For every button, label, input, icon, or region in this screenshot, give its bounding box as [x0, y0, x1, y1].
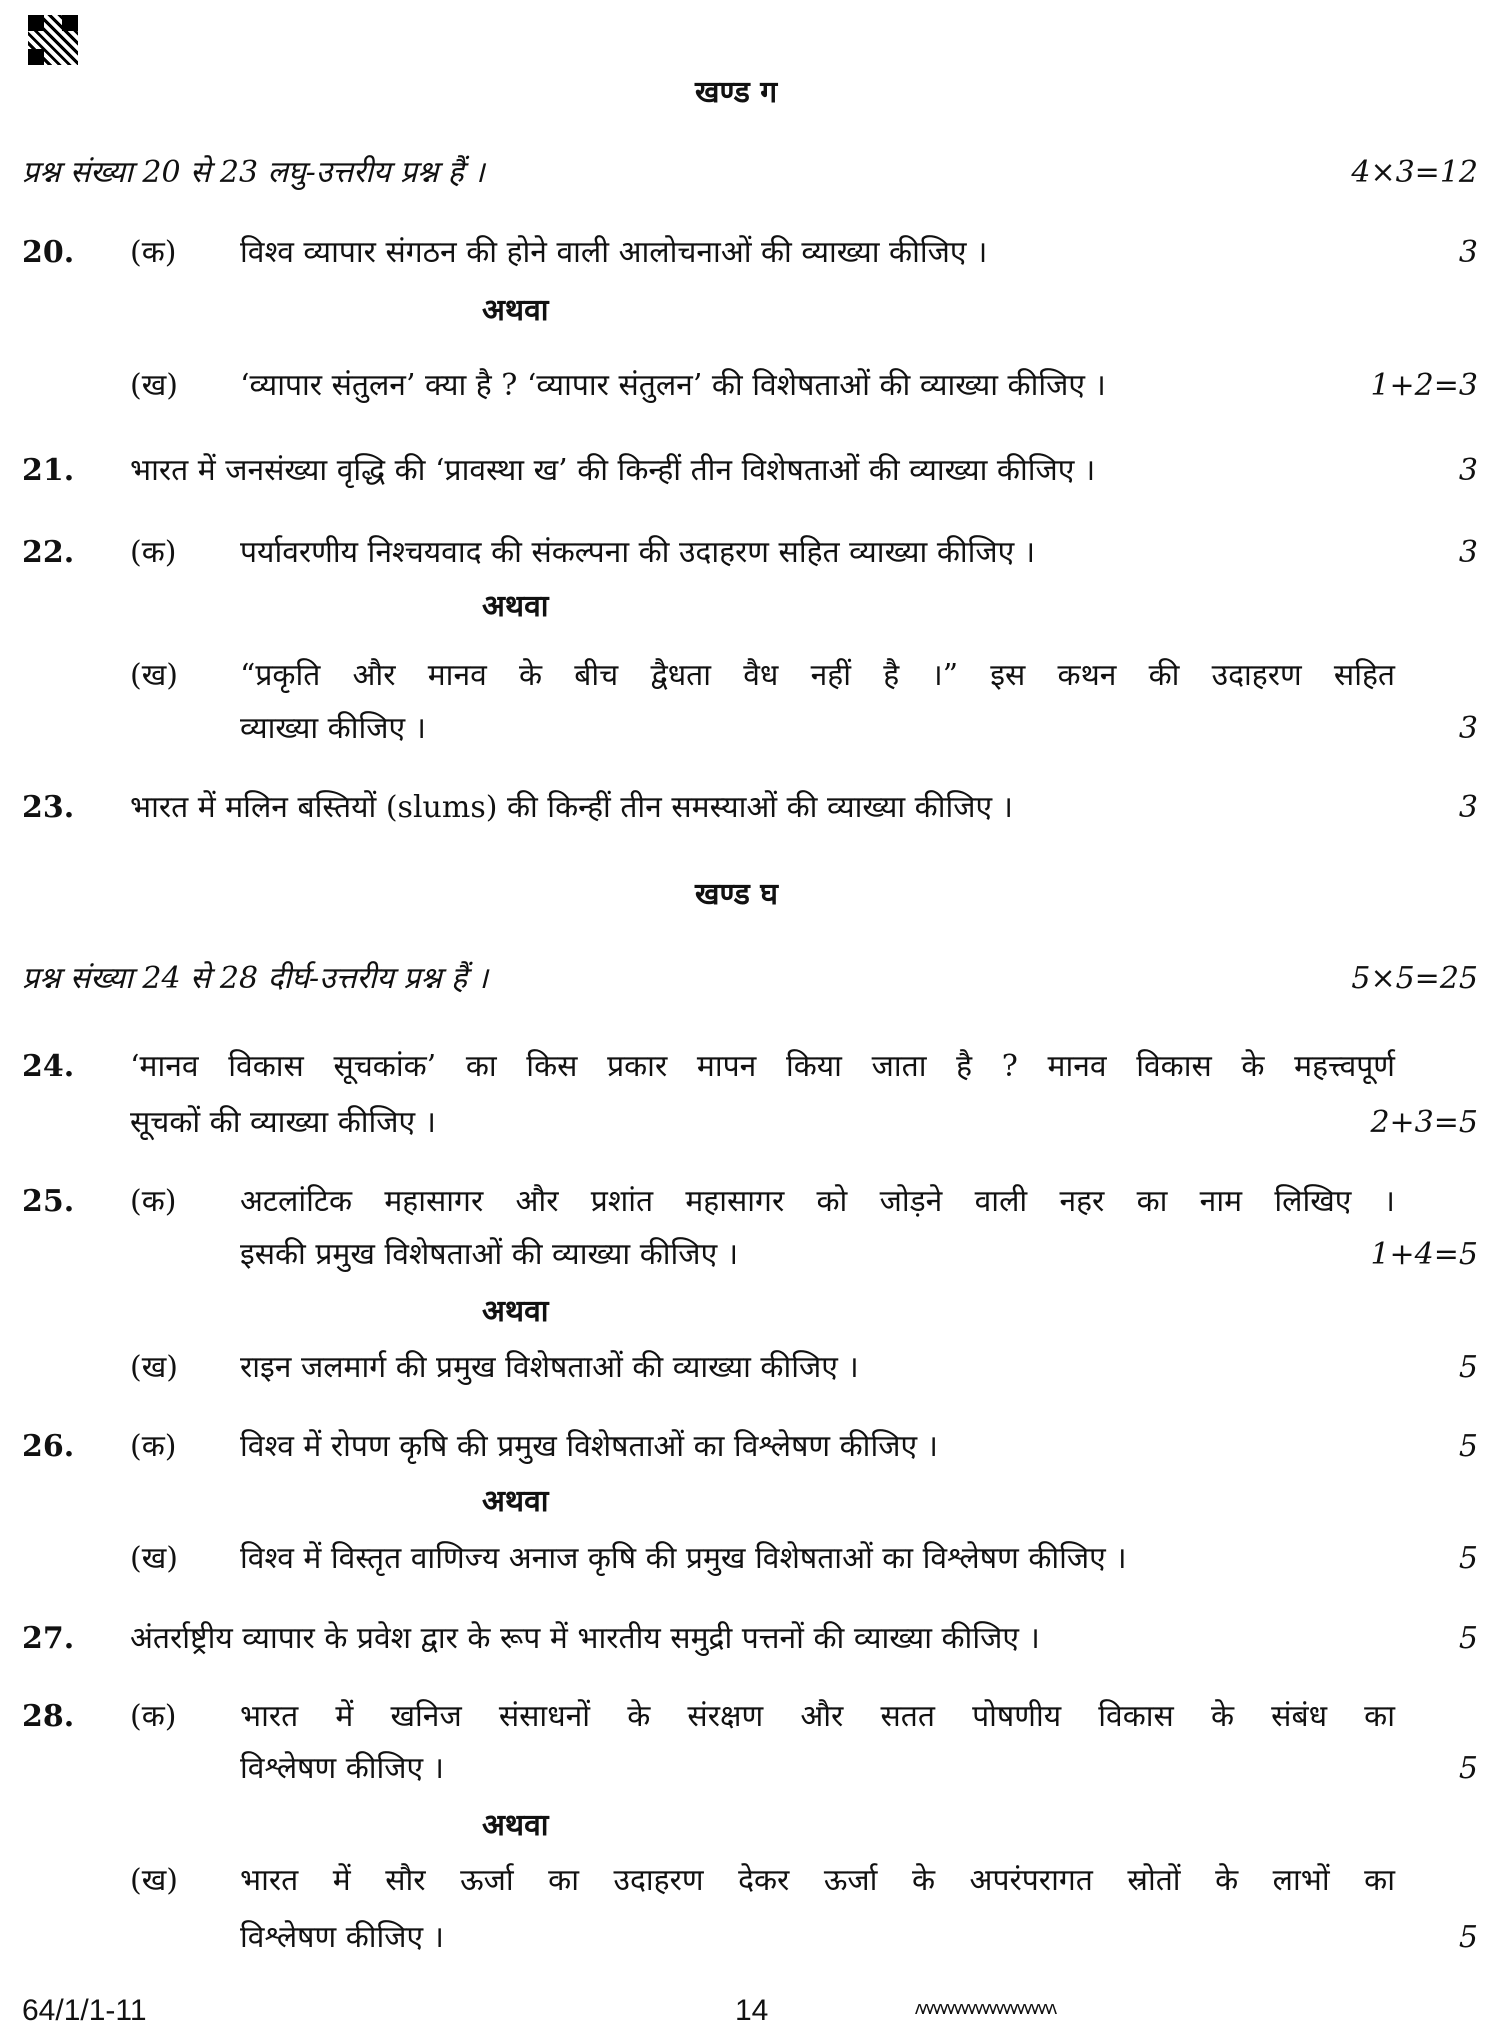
option-label: (क) [130, 1429, 177, 1464]
option-label: (ख) [130, 368, 178, 403]
option-label: (क) [130, 1184, 177, 1219]
question-marks: 1+2=3 [1370, 368, 1478, 403]
qr-code [28, 15, 78, 65]
question-marks: 3 [1458, 235, 1478, 270]
section-c-instruction [0, 151, 1505, 195]
question-text: भारत में खनिज संसाधनों के संरक्षण और सतत पोषणीय विकास के संबंध का [240, 1699, 1395, 1734]
question-text: भारत में सौर ऊर्जा का उदाहरण देकर ऊर्जा के अपरंपरागत स्रोतों के लाभों का [240, 1863, 1395, 1898]
option-label: (ख) [130, 658, 178, 693]
or-separator: अथवा [482, 589, 549, 624]
question-26a [0, 1425, 1505, 1469]
section-title: खण्ड ग [695, 75, 778, 110]
instruction-text: प्रश्न संख्या 24 से 28 दीर्घ-उत्तरीय प्रश्न हैं । [22, 961, 488, 996]
question-20b [0, 364, 1505, 408]
question-text: पर्यावरणीय निश्चयवाद की संकल्पना की उदाहरण सहित व्याख्या कीजिए । [240, 535, 1036, 570]
question-22b [0, 654, 1505, 698]
paper-code: 64/1/1-11 [22, 1994, 147, 2027]
question-number: 28. [22, 1699, 75, 1734]
question-text: विश्व में रोपण कृषि की प्रमुख विशेषताओं का विश्लेषण कीजिए । [240, 1429, 938, 1464]
question-text: विश्लेषण कीजिए । [240, 1920, 445, 1955]
question-marks: 1+4=5 [1370, 1237, 1478, 1272]
question-text: “प्रकृति और मानव के बीच द्वैधता वैध नहीं है ।” इस कथन की उदाहरण सहित [240, 658, 1395, 693]
question-21 [0, 449, 1505, 493]
question-number: 25. [22, 1184, 75, 1219]
question-text: अटलांटिक महासागर और प्रशांत महासागर को जोड़ने वाली नहर का नाम लिखिए । [240, 1184, 1395, 1219]
option-label: (ख) [130, 1863, 178, 1898]
question-marks: 3 [1458, 711, 1478, 746]
question-26b [0, 1537, 1505, 1581]
question-marks: 5 [1458, 1429, 1478, 1464]
or-separator: अथवा [482, 1484, 549, 1519]
question-28a [0, 1695, 1505, 1739]
page-number: 14 [735, 1994, 769, 2027]
option-label: (क) [130, 535, 177, 570]
question-text: ‘व्यापार संतुलन’ क्या है ? ‘व्यापार संतुलन’ की विशेषताओं की व्याख्या कीजिए । [240, 368, 1106, 403]
section-d-heading [0, 873, 1505, 917]
question-text: विश्व व्यापार संगठन की होने वाली आलोचनाओं की व्याख्या कीजिए । [240, 235, 988, 270]
question-number: 21. [22, 453, 75, 488]
instruction-text: प्रश्न संख्या 20 से 23 लघु-उत्तरीय प्रश्न हैं । [22, 155, 485, 190]
question-text: विश्व में विस्तृत वाणिज्य अनाज कृषि की प्रमुख विशेषताओं का विश्लेषण कीजिए । [240, 1541, 1127, 1576]
section-d-instruction [0, 957, 1505, 1001]
option-label: (ख) [130, 1350, 178, 1385]
question-text: इसकी प्रमुख विशेषताओं की व्याख्या कीजिए । [240, 1237, 739, 1272]
option-label: (क) [130, 235, 177, 270]
question-25b [0, 1346, 1505, 1390]
section-title: खण्ड घ [695, 877, 779, 912]
question-20a [0, 231, 1505, 275]
question-marks: 3 [1458, 453, 1478, 488]
question-marks: 2+3=5 [1370, 1105, 1478, 1140]
section-marks: 5×5=25 [1351, 961, 1478, 996]
question-number: 23. [22, 790, 75, 825]
question-27 [0, 1617, 1505, 1661]
question-24 [0, 1045, 1505, 1089]
question-23 [0, 786, 1505, 830]
question-marks: 5 [1458, 1751, 1478, 1786]
scribble-decoration: ᴧᴧᴧᴧᴧᴧᴧᴧᴧᴧᴧᴧᴧᴧᴧᴧᴧᴧᴧᴧ [915, 1998, 1055, 2018]
question-marks: 5 [1458, 1350, 1478, 1385]
question-text: विश्लेषण कीजिए । [240, 1751, 445, 1786]
question-number: 24. [22, 1049, 75, 1084]
or-separator: अथवा [482, 1294, 549, 1329]
question-25a [0, 1180, 1505, 1224]
question-text: ‘मानव विकास सूचकांक’ का किस प्रकार मापन किया जाता है ? मानव विकास के महत्त्वपूर्ण [130, 1049, 1395, 1084]
or-separator: अथवा [482, 1808, 549, 1843]
question-text: अंतर्राष्ट्रीय व्यापार के प्रवेश द्वार के रूप में भारतीय समुद्री पत्तनों की व्याख्या कीजिए । [130, 1621, 1040, 1656]
question-text: भारत में जनसंख्या वृद्धि की ‘प्रावस्था ख’ की किन्हीं तीन विशेषताओं की व्याख्या कीजिए । [130, 453, 1096, 488]
option-label: (ख) [130, 1541, 178, 1576]
option-label: (क) [130, 1699, 177, 1734]
question-marks: 5 [1458, 1920, 1478, 1955]
question-text: भारत में मलिन बस्तियों (slums) की किन्हीं तीन समस्याओं की व्याख्या कीजिए । [130, 790, 1013, 825]
question-number: 22. [22, 535, 75, 570]
question-marks: 3 [1458, 535, 1478, 570]
question-text: सूचकों की व्याख्या कीजिए । [130, 1105, 437, 1140]
question-number: 27. [22, 1621, 75, 1656]
or-separator: अथवा [482, 293, 549, 328]
question-text: व्याख्या कीजिए । [240, 711, 427, 746]
question-22a [0, 531, 1505, 575]
section-c-heading [0, 71, 1505, 115]
question-number: 26. [22, 1429, 75, 1464]
question-number: 20. [22, 235, 75, 270]
question-marks: 5 [1458, 1621, 1478, 1656]
question-marks: 5 [1458, 1541, 1478, 1576]
question-28b [0, 1859, 1505, 1903]
question-text: राइन जलमार्ग की प्रमुख विशेषताओं की व्याख्या कीजिए । [240, 1350, 859, 1385]
section-marks: 4×3=12 [1351, 155, 1478, 190]
question-marks: 3 [1458, 790, 1478, 825]
